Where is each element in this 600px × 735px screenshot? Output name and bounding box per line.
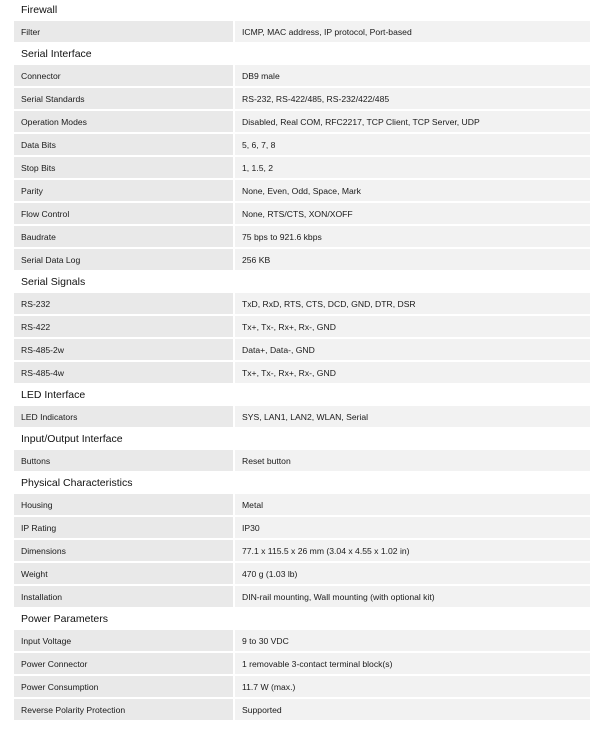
table-row [14, 676, 590, 697]
spec-table [14, 63, 590, 272]
row-label: IP Rating [14, 517, 233, 538]
row-label: Serial Standards [14, 88, 233, 109]
table-row [14, 249, 590, 270]
table-row [14, 339, 590, 360]
spec-table [14, 404, 590, 429]
row-value: 9 to 30 VDC [235, 630, 590, 651]
section-input-output-interface [14, 429, 590, 473]
row-value: Tx+, Tx-, Rx+, Rx-, GND [235, 316, 590, 337]
table-row [14, 157, 590, 178]
table-row [14, 316, 590, 337]
row-value: ICMP, MAC address, IP protocol, Port-based [235, 21, 590, 42]
row-value: Supported [235, 699, 590, 720]
table-row [14, 494, 590, 515]
row-label: Serial Data Log [14, 249, 233, 270]
row-value: TxD, RxD, RTS, CTS, DCD, GND, DTR, DSR [235, 293, 590, 314]
section-title: Serial Signals [21, 276, 86, 288]
section-serial-interface [14, 44, 590, 272]
row-value: 5, 6, 7, 8 [235, 134, 590, 155]
section-firewall [14, 0, 590, 44]
table-row [14, 586, 590, 607]
row-label: Stop Bits [14, 157, 233, 178]
table-row [14, 65, 590, 86]
row-label: Installation [14, 586, 233, 607]
row-label: Weight [14, 563, 233, 584]
table-row [14, 450, 590, 471]
row-value: Data+, Data-, GND [235, 339, 590, 360]
row-value: 75 bps to 921.6 kbps [235, 226, 590, 247]
spec-table [14, 19, 590, 44]
row-label: Operation Modes [14, 111, 233, 132]
row-label: RS-422 [14, 316, 233, 337]
table-row [14, 406, 590, 427]
row-label: Power Consumption [14, 676, 233, 697]
row-label: Housing [14, 494, 233, 515]
row-label: Reverse Polarity Protection [14, 699, 233, 720]
row-value: SYS, LAN1, LAN2, WLAN, Serial [235, 406, 590, 427]
row-label: Data Bits [14, 134, 233, 155]
row-value: None, RTS/CTS, XON/XOFF [235, 203, 590, 224]
row-value: DIN-rail mounting, Wall mounting (with optional kit) [235, 586, 590, 607]
table-row [14, 203, 590, 224]
table-row [14, 180, 590, 201]
row-label: Buttons [14, 450, 233, 471]
row-label: Power Connector [14, 653, 233, 674]
row-value: 1 removable 3-contact terminal block(s) [235, 653, 590, 674]
row-value: Tx+, Tx-, Rx+, Rx-, GND [235, 362, 590, 383]
spec-table [14, 448, 590, 473]
spec-table [14, 291, 590, 385]
section-physical-characteristics [14, 473, 590, 609]
row-label: Filter [14, 21, 233, 42]
section-serial-signals [14, 272, 590, 385]
section-title: Physical Characteristics [21, 477, 133, 489]
row-value: 256 KB [235, 249, 590, 270]
row-value: 77.1 x 115.5 x 26 mm (3.04 x 4.55 x 1.02 in) [235, 540, 590, 561]
section-power-parameters [14, 609, 590, 722]
row-label: Parity [14, 180, 233, 201]
section-title: Firewall [21, 4, 58, 16]
row-value: 1, 1.5, 2 [235, 157, 590, 178]
row-value: RS-232, RS-422/485, RS-232/422/485 [235, 88, 590, 109]
section-title: LED Interface [21, 389, 86, 401]
row-value: Reset button [235, 450, 590, 471]
row-label: RS-485-2w [14, 339, 233, 360]
table-row [14, 226, 590, 247]
row-label: LED Indicators [14, 406, 233, 427]
spec-table [14, 492, 590, 609]
row-label: Baudrate [14, 226, 233, 247]
table-row [14, 699, 590, 720]
section-title: Input/Output Interface [21, 433, 123, 445]
row-label: RS-485-4w [14, 362, 233, 383]
table-row [14, 111, 590, 132]
table-row [14, 21, 590, 42]
row-value: IP30 [235, 517, 590, 538]
row-value: Metal [235, 494, 590, 515]
row-label: RS-232 [14, 293, 233, 314]
row-value: DB9 male [235, 65, 590, 86]
table-row [14, 293, 590, 314]
row-label: Input Voltage [14, 630, 233, 651]
row-value: 470 g (1.03 lb) [235, 563, 590, 584]
table-row [14, 563, 590, 584]
table-row [14, 540, 590, 561]
row-value: None, Even, Odd, Space, Mark [235, 180, 590, 201]
table-row [14, 630, 590, 651]
spec-table [14, 628, 590, 722]
table-row [14, 517, 590, 538]
section-led-interface [14, 385, 590, 429]
table-row [14, 88, 590, 109]
row-label: Connector [14, 65, 233, 86]
row-label: Dimensions [14, 540, 233, 561]
row-value: 11.7 W (max.) [235, 676, 590, 697]
table-row [14, 653, 590, 674]
row-value: Disabled, Real COM, RFC2217, TCP Client, TCP Server, UDP [235, 111, 590, 132]
table-row [14, 134, 590, 155]
section-title: Serial Interface [21, 48, 92, 60]
section-title: Power Parameters [21, 613, 108, 625]
row-label: Flow Control [14, 203, 233, 224]
table-row [14, 362, 590, 383]
